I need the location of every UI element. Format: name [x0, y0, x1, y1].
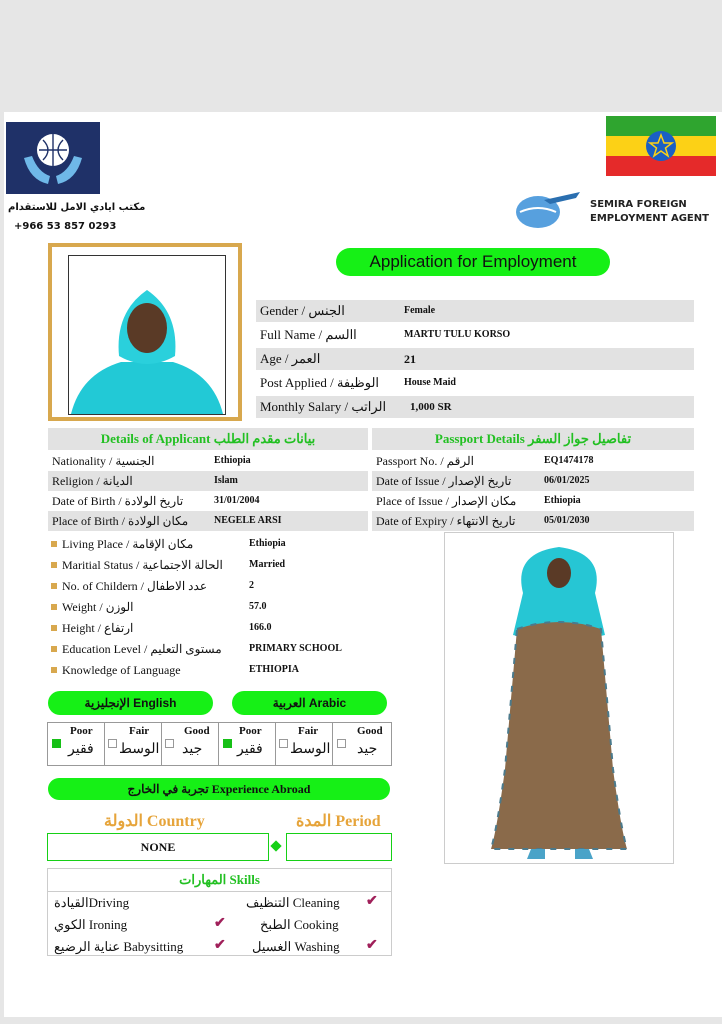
semira-agency-name: [590, 198, 709, 226]
passport-number-label: Passport No. / الرقم: [376, 454, 475, 468]
applicant-details-heading: Details of Applicant بيانات مقدم الطلب: [48, 428, 368, 450]
monthly-salary-label: Monthly Salary / الراتب: [260, 399, 387, 414]
ironing-check-icon: ✔: [214, 916, 226, 931]
passport-number-row: [372, 451, 694, 471]
list-item: [48, 555, 392, 575]
full-body-photo: [444, 532, 674, 864]
weight-label: Weight / الوزن: [62, 600, 134, 614]
arabic-poor-label: Poor: [239, 725, 262, 737]
info-row-full-name: [256, 324, 694, 346]
portrait-photo: [68, 255, 226, 415]
page-title: Application for Employment: [336, 248, 610, 276]
portrait-photo-frame: [48, 243, 242, 421]
arabic-fair-checkbox[interactable]: [279, 739, 288, 748]
monthly-salary-value: 1,000 SR: [410, 401, 452, 413]
english-poor-label: Poor: [70, 725, 93, 737]
skill-cleaning: التنظيف Cleaning: [246, 895, 340, 910]
country-value: NONE: [47, 833, 269, 861]
date-of-issue-row: [372, 471, 694, 491]
religion-row: [48, 471, 368, 491]
english-good-arabic: جيد: [182, 742, 203, 757]
skill-babysitting: عناية الرضيع Babysitting: [54, 939, 184, 954]
agency-arabic-name: مكتب ايادي الامل للاستقدام: [8, 202, 146, 213]
skill-washing: الغسيل Washing: [252, 939, 340, 954]
place-of-birth-label: Place of Birth / مكان الولادة: [52, 514, 189, 528]
english-fair-checkbox[interactable]: [108, 739, 117, 748]
marital-status-label: Maritial Status / الحالة الاجتماعية: [62, 558, 223, 572]
height-value: 166.0: [249, 622, 272, 633]
post-applied-label: Post Applied / الوظيفة: [260, 375, 380, 390]
place-of-birth-row: [48, 511, 368, 531]
arabic-fair-cell: [276, 723, 333, 765]
place-of-birth-value: NEGELE ARSI: [214, 515, 282, 526]
arabic-good-checkbox[interactable]: [337, 739, 346, 748]
nationality-label: Nationality / الجنسية: [52, 454, 155, 468]
agency-logo: [6, 122, 100, 194]
arabic-good-cell: [333, 723, 391, 765]
date-of-expiry-value: 05/01/2030: [544, 515, 590, 526]
date-of-issue-value: 06/01/2025: [544, 475, 590, 486]
bullet-icon: [51, 541, 57, 547]
agency-phone: +966 53 857 0293: [14, 221, 117, 232]
living-place-value: Ethiopia: [249, 538, 286, 549]
date-of-expiry-label: Date of Expiry / تاريخ الانتهاء: [376, 514, 516, 528]
english-fair-cell: [105, 723, 162, 765]
skill-cooking: الطبخ Cooking: [260, 917, 339, 932]
children-value: 2: [249, 580, 254, 591]
gender-label: Gender / الجنس: [260, 303, 345, 318]
place-of-issue-value: Ethiopia: [544, 495, 581, 506]
english-poor-checkbox[interactable]: [52, 739, 61, 748]
airplane-globe-icon: [510, 188, 586, 230]
date-of-birth-row: [48, 491, 368, 511]
semira-name-line2: EMPLOYMENT AGENT: [590, 213, 709, 224]
babysitting-check-icon: ✔: [214, 938, 226, 953]
gender-value: Female: [404, 305, 436, 316]
skills-table: [47, 868, 392, 956]
place-of-issue-row: [372, 491, 694, 511]
skill-ironing: الكوي Ironing: [54, 917, 128, 932]
language-knowledge-value: ETHIOPIA: [249, 664, 300, 675]
arabic-fair-label: Fair: [298, 725, 319, 737]
bullet-icon: [51, 562, 57, 568]
height-label: Height / ارتفاع: [62, 621, 134, 635]
bullet-icon: [51, 646, 57, 652]
bullet-icon: [51, 604, 57, 610]
age-value: 21: [404, 352, 416, 366]
date-of-birth-label: Date of Birth / تاريخ الولادة: [52, 494, 184, 508]
age-label: Age / العمر: [260, 351, 321, 366]
language-level-grid: [47, 722, 392, 766]
religion-value: Islam: [214, 475, 238, 486]
arabic-poor-cell: [219, 723, 276, 765]
english-poor-arabic: فقير: [68, 742, 94, 757]
info-row-post-applied: [256, 372, 694, 394]
arabic-language-pill: العربية Arabic: [232, 691, 387, 715]
english-poor-cell: [48, 723, 105, 765]
nationality-value: Ethiopia: [214, 455, 251, 466]
list-item: [48, 534, 392, 554]
bullet-icon: [51, 667, 57, 673]
list-item: [48, 618, 392, 638]
date-of-birth-value: 31/01/2004: [214, 495, 260, 506]
nationality-row: [48, 451, 368, 471]
religion-label: Religion / الديانة: [52, 474, 133, 488]
arabic-good-arabic: جيد: [357, 742, 378, 757]
list-item: [48, 660, 392, 680]
children-label: No. of Childern / عدد الاطفال: [62, 579, 207, 593]
washing-check-icon: ✔: [366, 938, 378, 953]
full-name-value: MARTU TULU KORSO: [404, 329, 511, 340]
education-level-label: Education Level / مستوى التعليم: [62, 642, 222, 656]
skill-driving: القيادةDriving: [54, 895, 130, 910]
info-row-monthly-salary: [256, 396, 694, 418]
info-row-gender: [256, 300, 694, 322]
list-item: [48, 597, 392, 617]
bullet-icon: [51, 625, 57, 631]
skills-heading: المهارات Skills: [48, 869, 391, 892]
info-row-age: [256, 348, 694, 370]
hands-globe-icon: [6, 122, 100, 194]
language-knowledge-label: Knowledge of Language: [62, 663, 181, 677]
living-place-label: Living Place / مكان الإقامة: [62, 537, 194, 551]
cleaning-check-icon: ✔: [366, 894, 378, 909]
arabic-fair-arabic: الوسط: [290, 742, 331, 757]
education-level-value: PRIMARY SCHOOL: [249, 643, 342, 654]
arabic-poor-arabic: فقير: [237, 742, 263, 757]
full-name-label: Full Name / االسم: [260, 327, 357, 342]
marital-status-value: Married: [249, 559, 286, 570]
passport-details-heading: Passport Details تفاصيل جواز السفر: [372, 428, 694, 450]
passport-number-value: EQ1474178: [544, 455, 594, 466]
period-heading: المدة Period: [296, 813, 381, 830]
experience-abroad-heading: تجربة في الخارج Experience Abroad: [48, 778, 390, 800]
other-details-list: [48, 534, 392, 684]
english-fair-arabic: الوسط: [119, 742, 160, 757]
arabic-poor-checkbox[interactable]: [223, 739, 232, 748]
english-fair-label: Fair: [129, 725, 150, 737]
english-good-label: Good: [184, 725, 210, 737]
list-item: [48, 576, 392, 596]
weight-value: 57.0: [249, 601, 267, 612]
date-of-issue-label: Date of Issue / تاريخ الإصدار: [376, 474, 512, 488]
ethiopia-flag-icon: [606, 116, 716, 176]
english-language-pill: الإنجليزية English: [48, 691, 213, 715]
post-applied-value: House Maid: [404, 377, 456, 388]
arabic-good-label: Good: [357, 725, 383, 737]
country-heading: الدولة Country: [104, 813, 205, 830]
english-good-cell: [162, 723, 219, 765]
english-good-checkbox[interactable]: [165, 739, 174, 748]
place-of-issue-label: Place of Issue / مكان الإصدار: [376, 494, 517, 508]
list-item: [48, 639, 392, 659]
semira-name-line1: SEMIRA FOREIGN: [590, 199, 687, 210]
bullet-icon: [51, 583, 57, 589]
period-value: [286, 833, 392, 861]
date-of-expiry-row: [372, 511, 694, 531]
